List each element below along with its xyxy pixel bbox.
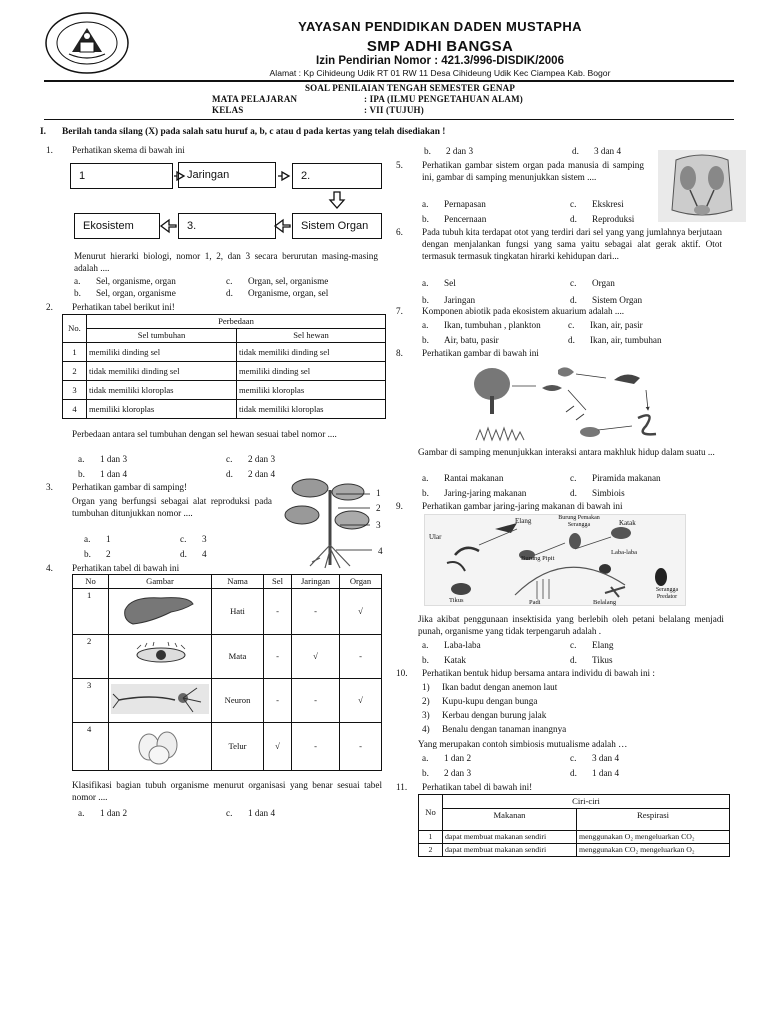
question-8: 8. Perhatikan gambar di bawah ini — [396, 348, 539, 358]
web-label-belalang: Belalang — [593, 599, 617, 606]
q2-option-a[interactable]: a. 1 dan 3 — [78, 454, 128, 464]
question-5: 5. Perhatikan gambar sistem organ pada manusia di samping ini, gambar di samping menunjukkan sistem .... — [396, 160, 644, 182]
table-row: 2 tidak memiliki dinding sel memiliki dinding sel — [63, 362, 386, 381]
q5-option-d[interactable]: d. Reproduksi — [570, 213, 635, 224]
q3-option-c[interactable]: c. 3 — [180, 534, 207, 544]
q1-option-b[interactable]: b. Sel, organ, organisme — [74, 287, 176, 298]
q9-option-b[interactable]: b. Katak — [422, 654, 466, 665]
school-name: SMP ADHI BANGSA — [366, 38, 514, 55]
q6-option-a[interactable]: a. Sel — [422, 278, 456, 288]
q4-option-a[interactable]: a. 1 dan 2 — [78, 808, 128, 818]
q8-options — [422, 473, 722, 500]
q8-option-b[interactable]: b. Jaring-jaring makanan — [422, 487, 527, 498]
question-4: 4. Perhatikan tabel di bawah ini — [46, 563, 180, 573]
q9-option-a[interactable]: a. Laba-laba — [422, 640, 481, 650]
q4-head-nama: Nama — [212, 575, 264, 589]
schema-box-1: 1 — [70, 163, 173, 189]
table-row: 3 Neuron - - √ — [73, 679, 382, 723]
web-label-laba-laba: Laba-laba — [611, 549, 637, 556]
q8-stem: Gambar di samping menunjukkan interaksi antara makhluk hidup dalam suatu ... — [418, 447, 715, 457]
q7-options — [422, 320, 722, 347]
q10-items — [422, 682, 722, 736]
question-9: 9. Perhatikan gambar jaring-jaring makanan di bawah ini — [396, 501, 623, 511]
eggs-image — [109, 723, 212, 771]
food-chain-image — [466, 360, 672, 444]
q10-option-a[interactable]: a. 1 dan 2 — [422, 753, 472, 763]
web-label-katak: Katak — [619, 519, 636, 527]
q8-option-a[interactable]: a. Rantai makanan — [422, 473, 504, 483]
foundation-name: YAYASAN PENDIDIKAN DADEN MUSTAPHA — [298, 19, 582, 34]
web-label-ular: Ular — [429, 533, 442, 541]
schema-arrows — [70, 160, 390, 245]
schema-box-3: 3. — [178, 213, 276, 239]
q4-options — [78, 808, 378, 820]
question-10: 10. Perhatikan bentuk hidup bersama antara individu di bawah ini : — [396, 668, 655, 678]
question-3: 3. Perhatikan gambar di samping! — [46, 482, 188, 492]
q1-option-a[interactable]: a. Sel, organisme, organ — [74, 276, 176, 286]
table-row: 2 Mata - √ - — [73, 635, 382, 679]
q6-option-c[interactable]: c. Organ — [570, 278, 615, 288]
q2-table — [62, 314, 386, 419]
q11-head-no: No — [419, 795, 443, 831]
web-label-burung-pemakan-serangga: Burung Pemakan Serangga — [558, 515, 600, 528]
q4-option-c[interactable]: c. 1 dan 4 — [226, 808, 276, 818]
class-value: : VII (TUJUH) — [364, 105, 424, 115]
q3-option-d[interactable]: d. 4 — [180, 548, 207, 559]
q4-option-d[interactable]: d. 3 dan 4 — [572, 146, 622, 156]
q3-option-b[interactable]: b. 2 — [84, 548, 111, 559]
q8-option-c[interactable]: c. Piramida makanan — [570, 473, 661, 483]
q9-option-d[interactable]: d. Tikus — [570, 654, 613, 665]
subject-value: : IPA (ILMU PENGETAHUAN ALAM) — [364, 94, 523, 104]
q11-head-resp: Respirasi — [577, 809, 730, 831]
list-item: 1) Ikan badut dengan anemon laut — [422, 682, 558, 692]
neuron-image — [109, 679, 212, 723]
q2-head-plant: Sel tumbuhan — [87, 329, 237, 343]
q3-options — [84, 534, 264, 561]
question-7: 7. Komponen abiotik pada ekosistem akuarium adalah .... — [396, 306, 625, 316]
q2-head-group: Perbedaan — [87, 315, 386, 329]
q5-options — [422, 199, 722, 226]
q7-option-b[interactable]: b. Air, batu, pasir — [422, 334, 499, 345]
q7-option-a[interactable]: a. Ikan, tumbuhan , plankton — [422, 320, 541, 330]
schema-box-sistem-organ: Sistem Organ — [292, 213, 382, 239]
table-row: 4 memiliki kloroplas tidak memiliki kloroplas — [63, 400, 386, 419]
q1-stem: Menurut hierarki biologi, nomor 1, 2, dan 3 secara berurutan masing-masing adalah .... — [74, 251, 378, 273]
q4-head-no: No — [73, 575, 109, 589]
header-rule — [44, 80, 734, 82]
q1-option-c[interactable]: c. Organ, sel, organisme — [226, 276, 329, 286]
plant-image — [280, 470, 390, 570]
q9-option-c[interactable]: c. Elang — [570, 640, 614, 650]
q3-stem: Organ yang berfungsi sebagai alat reproduksi pada tumbuhan ditunjukkan nomor .... — [72, 496, 272, 518]
schema-box-ekosistem: Ekosistem — [74, 213, 160, 239]
q6-option-b[interactable]: b. Jaringan — [422, 294, 476, 305]
q10-stem: Yang merupakan contoh simbiosis mutualisme adalah … — [418, 739, 628, 749]
question-2: 2. Perhatikan tabel berikut ini! — [46, 302, 175, 312]
q4-table — [72, 574, 382, 771]
plant-label-2: 2 — [376, 503, 381, 513]
q3-option-a[interactable]: a. 1 — [84, 534, 111, 544]
class-label: KELAS — [212, 105, 244, 115]
q11-head-group: Ciri-ciri — [443, 795, 730, 809]
q5-option-a[interactable]: a. Pernapasan — [422, 199, 486, 209]
eye-image — [109, 635, 212, 679]
table-row: 1 dapat membuat makanan sendiri menggunakan O₂ mengeluarkan CO₂ — [419, 831, 730, 844]
table-row: 1 Hati - - √ — [73, 589, 382, 635]
exam-title: SOAL PENILAIAN TENGAH SEMESTER GENAP — [304, 83, 516, 93]
instruction: I. Berilah tanda silang (X) pada salah satu huruf a, b, c atau d pada kertas yang telah disediakan ! — [40, 127, 446, 137]
school-logo — [44, 12, 130, 74]
q10-option-b[interactable]: b. 2 dan 3 — [422, 767, 472, 778]
q4-head-jaringan: Jaringan — [292, 575, 340, 589]
permit-number: Izin Pendirian Nomor : 421.3/996-DISDIK/2006 — [316, 55, 564, 67]
q4-head-sel: Sel — [264, 575, 292, 589]
q7-option-c[interactable]: c. Ikan, air, pasir — [568, 320, 643, 330]
q10-option-c[interactable]: c. 3 dan 4 — [570, 753, 620, 763]
q4-head-gambar: Gambar — [109, 575, 212, 589]
question-6: 6. Pada tubuh kita terdapat otot yang terdiri dari sel yang yang jumlahnya berjutaan dengan menjalankan fungsi yang sama yaitu sebagai alat gerak aktif. Otot termasuk termasuk tingkatan hirarki kehidupan dari... — [396, 227, 722, 261]
plant-label-3: 3 — [376, 520, 381, 530]
q10-option-d[interactable]: d. 1 dan 4 — [570, 767, 620, 778]
list-item: 2) Kupu-kupu dengan bunga — [422, 695, 538, 706]
plant-label-4: 4 — [378, 546, 383, 556]
list-item: 4) Benalu dengan tanaman inangnya — [422, 723, 567, 734]
liver-image — [109, 589, 212, 635]
web-label-padi: Padi — [529, 599, 541, 606]
list-item: 3) Kerbau dengan burung jalak — [422, 709, 547, 720]
q7-option-d[interactable]: d. Ikan, air, tumbuhan — [568, 334, 662, 345]
q10-options — [422, 753, 722, 780]
table-row: 1 memiliki dinding sel tidak memiliki dinding sel — [63, 343, 386, 362]
q5-option-c[interactable]: c. Ekskresi — [570, 199, 624, 209]
q5-option-b[interactable]: b. Pencernaan — [422, 213, 487, 224]
web-label-elang: Elang — [515, 517, 532, 525]
schema-box-2: 2. — [292, 163, 382, 189]
q2-option-b[interactable]: b. 1 dan 4 — [78, 468, 128, 479]
question-1: 1. Perhatikan skema di bawah ini — [46, 145, 185, 155]
q2-stem: Perbedaan antara sel tumbuhan dengan sel hewan sesuai tabel nomor .... — [72, 429, 337, 439]
q1-option-d[interactable]: d. Organisme, organ, sel — [226, 287, 329, 298]
table-row: 4 Telur √ - - — [73, 723, 382, 771]
food-web-image — [424, 514, 686, 606]
plant-label-1: 1 — [376, 488, 381, 498]
q9-stem: Jika akibat penggunaan insektisida yang berlebih oleh petani belalang menjadi punah, organisme yang tidak terpengaruh adalah . — [418, 614, 724, 636]
q2-option-c[interactable]: c. 2 dan 3 — [226, 454, 276, 464]
table-row: 2 dapat membuat makanan sendiri menggunakan CO₂ mengeluarkan O₂ — [419, 844, 730, 857]
q4-stem: Klasifikasi bagian tubuh organisme menurut organisasi yang benar sesuai tabel nomor .... — [72, 780, 382, 802]
table-row: 3 tidak memiliki kloroplas memiliki kloroplas — [63, 381, 386, 400]
web-label-serangga-predator: Serangga Predator — [655, 587, 679, 600]
q4-option-b[interactable]: b. 2 dan 3 — [424, 146, 474, 156]
schema-box-jaringan: Jaringan — [178, 162, 276, 188]
web-label-burung-pipit: Burung Pipit — [521, 555, 555, 562]
subject-label: MATA PELAJARAN — [212, 94, 298, 104]
q9-options — [422, 640, 722, 667]
q6-options — [422, 278, 722, 307]
q2-option-d[interactable]: d. 2 dan 4 — [226, 468, 276, 479]
q6-option-d[interactable]: d. Sistem Organ — [570, 294, 643, 305]
q8-option-d[interactable]: d. Simbiois — [570, 487, 625, 498]
school-address: Alamat : Kp Cihideung Udik RT 01 RW 11 Desa Cihideung Udik Kec Ciampea Kab. Bogor — [269, 68, 611, 78]
question-11: 11. Perhatikan tabel di bawah ini! — [396, 782, 533, 792]
q11-head-food: Makanan — [443, 809, 577, 831]
q11-table — [418, 794, 730, 857]
q4-head-organ: Organ — [340, 575, 382, 589]
title-rule — [44, 119, 734, 120]
q2-head-no: No. — [63, 315, 87, 343]
q1-options — [74, 276, 384, 300]
web-label-tikus: Tikus — [449, 597, 464, 604]
q2-head-animal: Sel hewan — [237, 329, 386, 343]
